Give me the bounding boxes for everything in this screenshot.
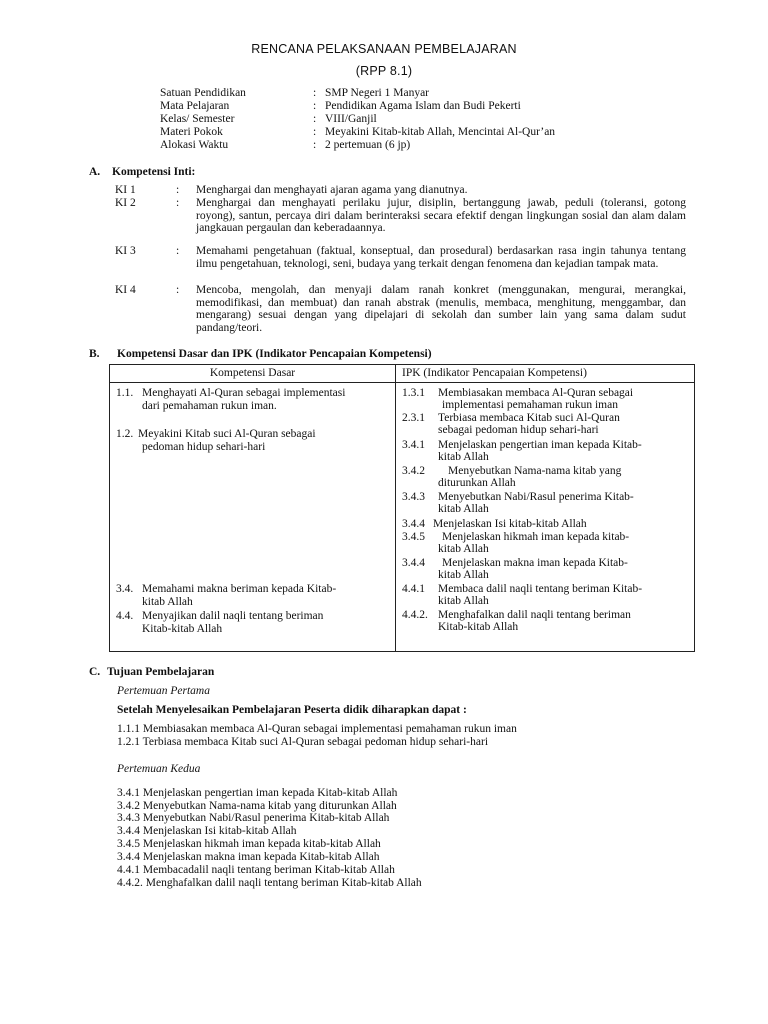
ipk-line: diturunkan Allah bbox=[438, 477, 516, 489]
kd-cell bbox=[110, 383, 396, 652]
ipk-line: Terbiasa membaca Kitab suci Al-Quran bbox=[438, 412, 620, 424]
goals-intro: Setelah Menyelesaikan Pembelajaran Peserta didik diharapkan dapat : bbox=[117, 704, 467, 716]
ipk-num: 4.4.1 bbox=[402, 583, 425, 595]
ipk-line: Menjelaskan makna iman kepada Kitab- bbox=[442, 557, 628, 569]
ipk-num: 3.4.5 bbox=[402, 531, 425, 543]
identity-label: Mata Pelajaran bbox=[160, 100, 230, 112]
ipk-line: Membaca dalil naqli tentang beriman Kitab- bbox=[438, 583, 643, 595]
ki-code: KI 1 bbox=[115, 184, 136, 196]
ipk-num: 3.4.3 bbox=[402, 491, 425, 503]
ipk-line: Menghafalkan dalil naqli tentang beriman bbox=[438, 609, 631, 621]
ipk-num: 4.4.2. bbox=[402, 609, 428, 621]
kd-line: kitab Allah bbox=[142, 596, 193, 608]
identity-separator: : bbox=[313, 87, 317, 99]
section-a-heading: Kompetensi Inti: bbox=[112, 166, 196, 178]
ki-text: Menghargai dan menghayati ajaran agama yang dianutnya. bbox=[196, 184, 468, 196]
section-c-heading: Tujuan Pembelajaran bbox=[107, 666, 215, 678]
identity-separator: : bbox=[313, 139, 317, 151]
ipk-num: 1.3.1 bbox=[402, 387, 425, 399]
kd-ipk-table bbox=[109, 364, 695, 652]
goal-item: 1.1.1 Membiasakan membaca Al-Quran sebagai implementasi pemahaman rukun iman bbox=[117, 723, 517, 735]
ki-separator: : bbox=[176, 184, 180, 196]
identity-value: Meyakini Kitab-kitab Allah, Mencintai Al-Qur’an bbox=[325, 126, 556, 138]
identity-label: Satuan Pendidikan bbox=[160, 87, 246, 99]
identity-value: Pendidikan Agama Islam dan Budi Pekerti bbox=[325, 100, 521, 112]
kd-num: 1.2. bbox=[116, 428, 134, 440]
identity-value: VIII/Ganjil bbox=[325, 113, 377, 125]
table-header-ipk: IPK (Indikator Pencapaian Kompetensi) bbox=[396, 365, 695, 383]
ipk-line: kitab Allah bbox=[438, 503, 489, 515]
kd-num: 1.1. bbox=[116, 387, 134, 399]
ipk-num: 3.4.2 bbox=[402, 465, 425, 477]
ipk-line: Menyebutkan Nabi/Rasul penerima Kitab- bbox=[438, 491, 634, 503]
identity-separator: : bbox=[313, 126, 317, 138]
kd-num: 3.4. bbox=[116, 583, 134, 595]
section-a-letter: A. bbox=[89, 166, 101, 178]
section-b-letter: B. bbox=[89, 348, 100, 360]
ki-code: KI 3 bbox=[115, 245, 136, 257]
identity-label: Kelas/ Semester bbox=[160, 113, 235, 125]
ki-text: Memahami pengetahuan (faktual, konseptual, dan prosedural) berdasarkan rasa ingin tahunya tentang ilmu pengetahuan, teknologi, seni, budaya yang terkait dengan fenomena dan kejadian tampak mata. bbox=[196, 245, 686, 270]
identity-label: Materi Pokok bbox=[160, 126, 223, 138]
identity-value: SMP Negeri 1 Manyar bbox=[325, 87, 430, 99]
ki-text: Menghargai dan menghayati perilaku jujur, disiplin, bertanggung jawab, peduli (toleransi, gotong royong), santun, percaya diri dalam berinteraksi secara efektif dengan lingkungan sosial dan alam dalam jangkauan pergaulan dan keberadaannya. bbox=[196, 197, 686, 235]
kd-line: Menghayati Al-Quran sebagai implementasi bbox=[142, 387, 346, 399]
kd-line: Menyajikan dalil naqli tentang beriman bbox=[142, 610, 324, 622]
identity-separator: : bbox=[313, 113, 317, 125]
goal-item: 3.4.3 Menyebutkan Nabi/Rasul penerima Kitab-kitab Allah bbox=[117, 812, 390, 824]
goal-item: 4.4.2. Menghafalkan dalil naqli tentang beriman Kitab-kitab Allah bbox=[117, 877, 422, 889]
goal-item: 3.4.4 Menjelaskan makna iman kepada Kitab-kitab Allah bbox=[117, 851, 380, 863]
goal-item: 3.4.5 Menjelaskan hikmah iman kepada kitab-kitab Allah bbox=[117, 838, 381, 850]
ipk-cell bbox=[396, 383, 695, 652]
ki-code: KI 4 bbox=[115, 284, 136, 296]
goal-item: 3.4.1 Menjelaskan pengertian iman kepada Kitab-kitab Allah bbox=[117, 787, 398, 799]
section-c-letter: C. bbox=[89, 666, 101, 678]
ipk-line: kitab Allah bbox=[438, 451, 489, 463]
ipk-line: kitab Allah bbox=[438, 595, 489, 607]
ipk-num: 3.4.1 bbox=[402, 439, 425, 451]
ipk-line: implementasi pemahaman rukun iman bbox=[442, 399, 618, 411]
meeting-one-label: Pertemuan Pertama bbox=[117, 685, 210, 697]
goal-item: 1.2.1 Terbiasa membaca Kitab suci Al-Quran sebagai pedoman hidup sehari-hari bbox=[117, 736, 489, 748]
ipk-line: sebagai pedoman hidup sehari-hari bbox=[438, 424, 599, 436]
identity-label: Alokasi Waktu bbox=[160, 139, 229, 151]
ipk-line: Menjelaskan Isi kitab-kitab Allah bbox=[433, 518, 587, 530]
kd-line: Meyakini Kitab suci Al-Quran sebagai bbox=[138, 428, 316, 440]
ki-separator: : bbox=[176, 245, 180, 257]
ki-separator: : bbox=[176, 284, 180, 296]
goal-item: 3.4.2 Menyebutkan Nama-nama kitab yang diturunkan Allah bbox=[117, 800, 397, 812]
ki-code: KI 2 bbox=[115, 197, 136, 209]
document-subtitle: (RPP 8.1) bbox=[355, 64, 413, 78]
kd-line: pedoman hidup sehari-hari bbox=[142, 441, 266, 453]
kd-line: Kitab-kitab Allah bbox=[142, 623, 223, 635]
kd-line: dari pemahaman rukun iman. bbox=[142, 400, 277, 412]
ipk-line: Kitab-kitab Allah bbox=[438, 621, 519, 633]
table-header-kd: Kompetensi Dasar bbox=[110, 365, 396, 383]
ipk-line: Menjelaskan hikmah iman kepada kitab- bbox=[442, 531, 630, 543]
ipk-line: kitab Allah bbox=[438, 569, 489, 581]
ipk-line: Menyebutkan Nama-nama kitab yang bbox=[448, 465, 622, 477]
ipk-line: kitab Allah bbox=[438, 543, 489, 555]
identity-separator: : bbox=[313, 100, 317, 112]
ipk-num: 3.4.4 bbox=[402, 557, 425, 569]
document-title: RENCANA PELAKSANAAN PEMBELAJARAN bbox=[251, 42, 517, 56]
ipk-line: Menjelaskan pengertian iman kepada Kitab- bbox=[438, 439, 642, 451]
goal-item: 4.4.1 Membacadalil naqli tentang beriman Kitab-kitab Allah bbox=[117, 864, 395, 876]
kd-line: Memahami makna beriman kepada Kitab- bbox=[142, 583, 337, 595]
ipk-num: 2.3.1 bbox=[402, 412, 425, 424]
meeting-two-label: Pertemuan Kedua bbox=[117, 763, 201, 775]
ki-text: Mencoba, mengolah, dan menyaji dalam ranah konkret (menggunakan, mengurai, merangkai, memodifikasi, dan membuat) dan ranah abstrak (menulis, membaca, menghitung, menggambar, dan mengarang) sesuai dengan yang dipelajari di sekolah dan sumber lain yang sama dalam sudut pandang/teori. bbox=[196, 284, 686, 334]
identity-value: 2 pertemuan (6 jp) bbox=[325, 139, 411, 151]
ki-separator: : bbox=[176, 197, 180, 209]
ipk-num: 3.4.4 bbox=[402, 518, 425, 530]
kd-num: 4.4. bbox=[116, 610, 134, 622]
goal-item: 3.4.4 Menjelaskan Isi kitab-kitab Allah bbox=[117, 825, 297, 837]
section-b-heading: Kompetensi Dasar dan IPK (Indikator Pencapaian Kompetensi) bbox=[117, 348, 432, 360]
ipk-line: Membiasakan membaca Al-Quran sebagai bbox=[438, 387, 634, 399]
